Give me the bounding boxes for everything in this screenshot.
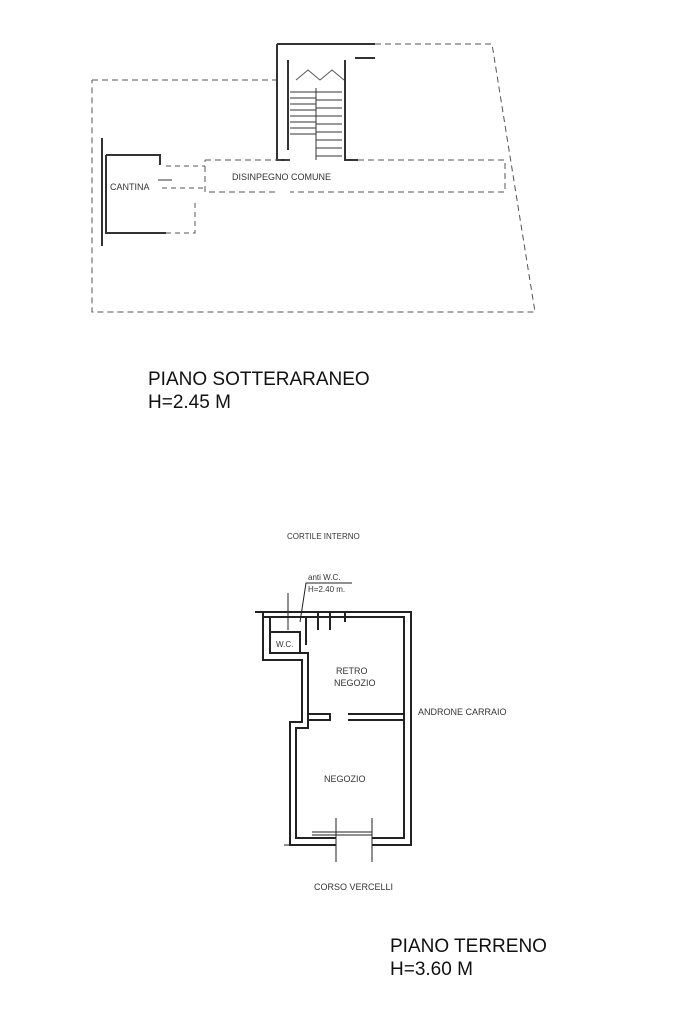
back-shop-line1: RETRO [336,666,368,676]
stair-treads [290,70,344,160]
inner-walls [263,617,404,838]
dividing-wall [308,714,404,720]
ground-floor-height: H=3.60 M [390,959,473,980]
shop-label: NEGOZIO [324,774,366,784]
wc-note-line2: H=2.40 m. [308,585,346,594]
street-label: CORSO VERCELLI [314,882,394,892]
shop-window [312,832,372,835]
corridor-label: DISINPEGNO COMUNE [232,172,332,182]
ground-floor-plan [255,583,411,862]
courtyard-label: CORTILE INTERNO [287,532,360,541]
stair-walls [277,44,375,160]
basement-title: PIANO SOTTERARANEO [148,369,370,390]
driveway-label: ANDRONE CARRAIO [418,707,507,717]
wc-note-line1: anti W.C. [308,573,341,582]
ground-floor-title-block [390,935,547,981]
wc-label: W.C. [276,640,294,649]
cellar-label: CANTINA [110,182,150,192]
basement-height: H=2.45 M [148,392,231,413]
basement-title-block [148,368,370,414]
ground-floor-title: PIANO TERRENO [390,936,547,957]
cellar-dashed [162,166,205,233]
cellar-walls [102,138,166,246]
back-shop-line2: NEGOZIO [334,678,376,688]
